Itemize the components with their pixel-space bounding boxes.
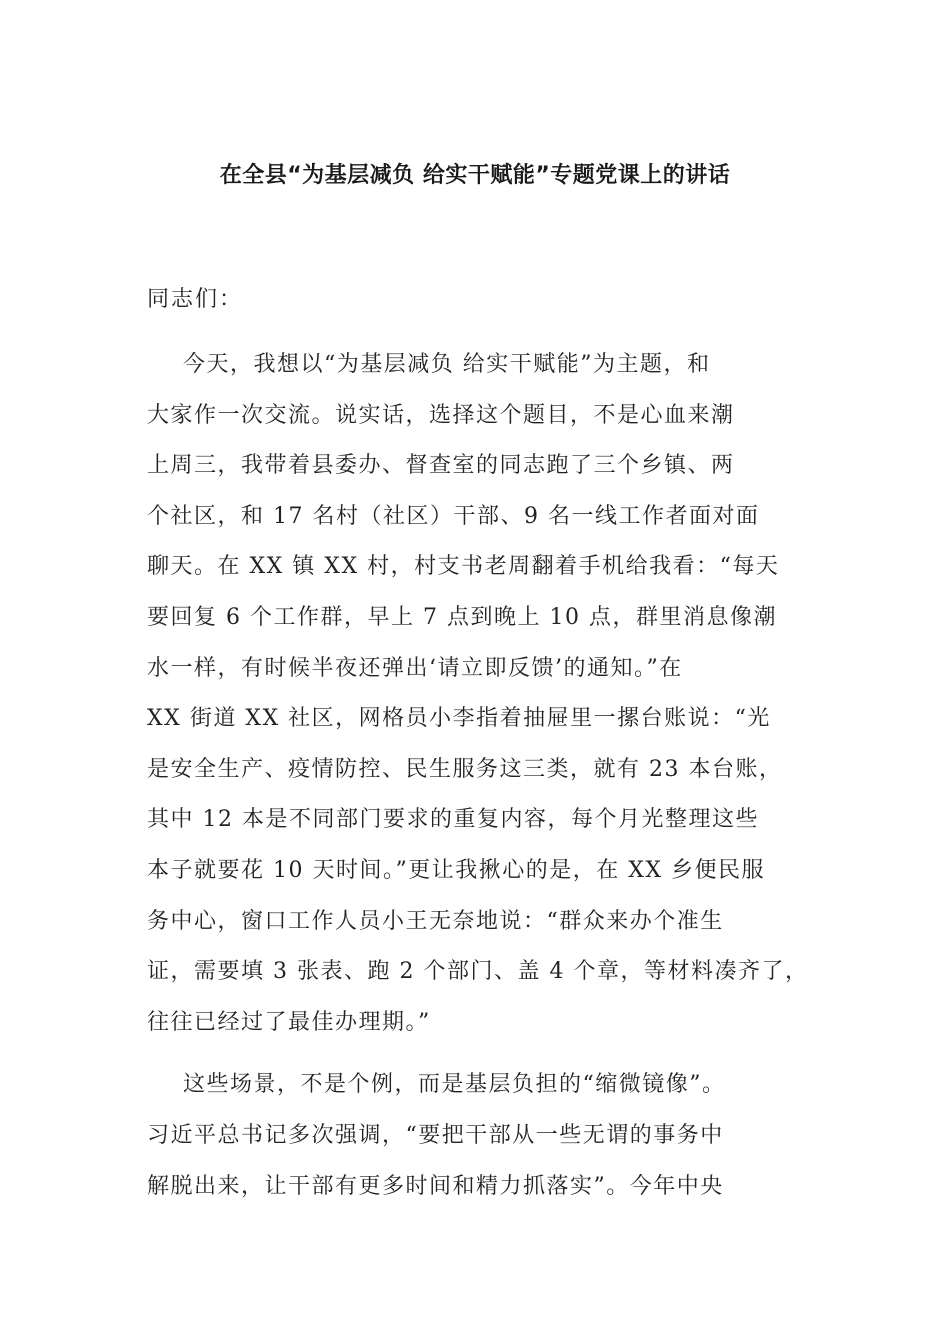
text-line: XX 街道 XX 社区，网格员小李指着抽屉里一摞台账说：“光: [147, 706, 771, 732]
text-line: 个社区，和 17 名村（社区）干部、9 名一线工作者面对面: [147, 503, 760, 529]
text-line: 水一样，有时候半夜还弹出‘请立即反馈’的通知。”在: [147, 655, 683, 681]
paragraph-2: [147, 1060, 827, 1212]
text-line: 大家作一次交流。说实话，选择这个题目，不是心血来潮: [147, 402, 735, 428]
text-line: 解脱出来，让干部有更多时间和精力抓落实”。今年中央: [147, 1173, 724, 1199]
text-line: 务中心，窗口工作人员小王无奈地说：“群众来办个准生: [147, 908, 724, 934]
text-line: 证，需要填 3 张表、跑 2 个部门、盖 4 个章，等材料凑齐了，: [147, 959, 809, 985]
text-line: 上周三，我带着县委办、督查室的同志跑了三个乡镇、两: [147, 453, 735, 479]
text-line: 这些场景，不是个例，而是基层负担的“缩微镜像”。: [183, 1072, 726, 1098]
text-line: 要回复 6 个工作群，早上 7 点到晚上 10 点，群里消息像潮: [147, 604, 777, 630]
text-line: 其中 12 本是不同部门要求的重复内容，每个月光整理这些: [147, 807, 759, 833]
text-line: 往往已经过了最佳办理期。”: [147, 1009, 431, 1035]
page-title: 在全县“为基层减负 给实干赋能”专题党课上的讲话: [219, 163, 731, 188]
body-text: [147, 340, 827, 1224]
text-line: 本子就要花 10 天时间。”更让我揪心的是，在 XX 乡便民服: [147, 857, 766, 883]
text-line: 今天，我想以“为基层减负 给实干赋能”为主题，和: [183, 352, 711, 377]
text-line: 习近平总书记多次强调，“要把干部从一些无谓的事务中: [147, 1122, 724, 1148]
text-line: 聊天。在 XX 镇 XX 村，村支书老周翻着手机给我看：“每天: [147, 554, 780, 580]
text-line: 是安全生产、疫情防控、民生服务这三类，就有 23 本台账，: [147, 756, 783, 782]
salutation: 同志们：: [147, 287, 244, 312]
paragraph-1: [147, 340, 827, 1048]
